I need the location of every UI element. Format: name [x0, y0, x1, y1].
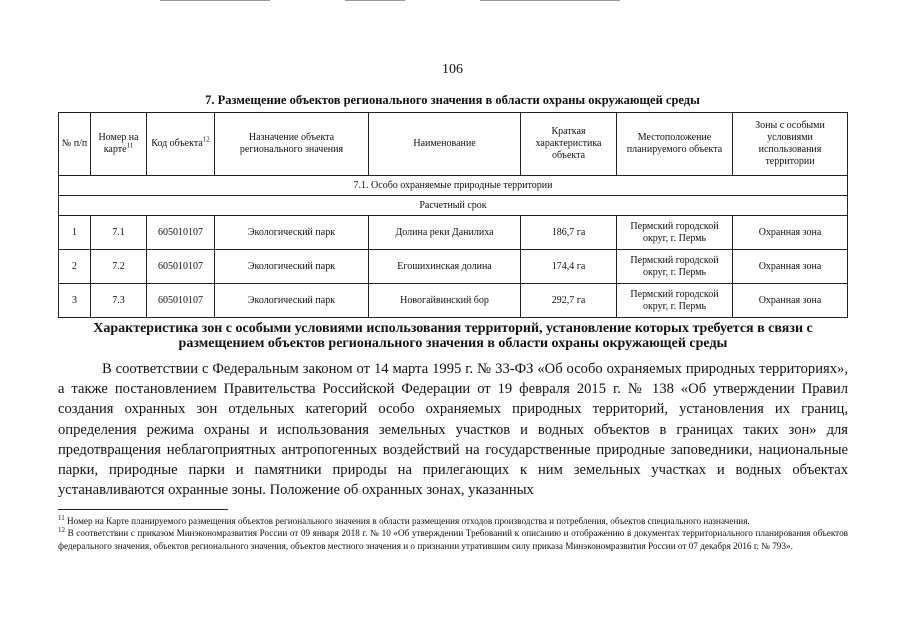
- cell-zones: Охранная зона: [733, 216, 848, 250]
- cell-characteristic: 186,7 га: [521, 216, 617, 250]
- footnote-text: В соответствии с приказом Минэкономразвития России от 09 января 2018 г. № 10 «Об утверждении Требований к описанию и отображению в документах территориального планирования объектов федерального значения, объектов регионального значения, объектов местного значения и о признании утратившим силу приказа Минэкономразвития России от 07 декабря 2016 г. № 793».: [58, 528, 849, 551]
- footnote-text: Номер на Карте планируемого размещения объектов регионального значения в области размещения отходов производства и потребления, объектов специального назначения.: [67, 516, 750, 526]
- top-rule-middle: [345, 0, 405, 1]
- cell-purpose: Экологический парк: [215, 284, 369, 318]
- header-map-num: [91, 113, 147, 176]
- cell-map-num: 7.2: [91, 250, 147, 284]
- zones-heading: Характеристика зон с особыми условиями использования территорий, установление которых требуется в связи с размещением объектов регионального значения в области охраны окружающей среды: [93, 321, 813, 351]
- cell-code: 605010107: [147, 216, 215, 250]
- header-name: Наименование: [369, 113, 521, 176]
- footnote-12: [58, 527, 848, 552]
- cell-name: Егошихинская долина: [369, 250, 521, 284]
- table-row: [59, 216, 848, 250]
- cell-characteristic: 292,7 га: [521, 284, 617, 318]
- footnote-ref-12: 12: [202, 135, 210, 144]
- body-paragraph: В соответствии с Федеральным законом от 14 марта 1995 г. № 33-ФЗ «Об особо охраняемых природных территориях», а также постановлением Правительства Российской Федерации от 19 февраля 2015 г. № 138 «Об утверждении Правил создания охранных зон отдельных категорий особо охраняемых природных территорий, установления их границ, определения режима охраны и использования земельных участков и водных объектов в границах таких зон» для предотвращения неблагоприятных антропогенных воздействий на государственные природные заповедники, национальные парки, природные парки и памятники природы на прилегающих к ним земельных участках и водных объектах устанавливаются охранные зоны. Положение об охранных зонах, указанных: [58, 361, 848, 499]
- cell-name: Новогайвинский бор: [369, 284, 521, 318]
- cell-map-num: 7.3: [91, 284, 147, 318]
- header-zones: Зоны с особыми условиями использования территории: [733, 113, 848, 176]
- cell-purpose: Экологический парк: [215, 216, 369, 250]
- footnote-separator: [58, 509, 228, 510]
- header-code-label: Код объекта: [151, 138, 203, 149]
- footnotes: [58, 515, 848, 552]
- term-row: [59, 196, 848, 216]
- table-row: [59, 250, 848, 284]
- footnote-11: [58, 515, 848, 527]
- header-map-num-label: Номер на карте: [98, 132, 139, 155]
- top-rule-right: [480, 0, 620, 1]
- cell-zones: Охранная зона: [733, 250, 848, 284]
- cell-location: Пермский городской округ, г. Пермь: [617, 250, 733, 284]
- cell-name: Долина реки Данилиха: [369, 216, 521, 250]
- table-row: [59, 284, 848, 318]
- footnote-mark: 11: [58, 513, 65, 522]
- header-num: № п/п: [59, 113, 91, 176]
- objects-table: [58, 112, 848, 318]
- cell-num: 3: [59, 284, 91, 318]
- table-header-row: [59, 113, 848, 176]
- cell-zones: Охранная зона: [733, 284, 848, 318]
- cell-map-num: 7.1: [91, 216, 147, 250]
- cell-num: 2: [59, 250, 91, 284]
- top-rule-left: [160, 0, 270, 1]
- footnote-ref-11: 11: [126, 141, 134, 150]
- cell-location: Пермский городской округ, г. Пермь: [617, 216, 733, 250]
- cell-num: 1: [59, 216, 91, 250]
- term-label: Расчетный срок: [59, 196, 848, 216]
- section-title: 7. Размещение объектов регионального значения в области охраны окружающей среды: [205, 93, 700, 107]
- footnote-mark: 12: [58, 526, 65, 535]
- header-characteristic: Краткая характеристика объекта: [521, 113, 617, 176]
- cell-location: Пермский городской округ, г. Пермь: [617, 284, 733, 318]
- cell-purpose: Экологический парк: [215, 250, 369, 284]
- header-purpose: Назначение объекта регионального значения: [215, 113, 369, 176]
- category-row: [59, 176, 848, 196]
- cell-code: 605010107: [147, 250, 215, 284]
- header-code: [147, 113, 215, 176]
- header-location: Местоположение планируемого объекта: [617, 113, 733, 176]
- cell-code: 605010107: [147, 284, 215, 318]
- category-label: 7.1. Особо охраняемые природные территории: [59, 176, 848, 196]
- cell-characteristic: 174,4 га: [521, 250, 617, 284]
- page-number: 106: [442, 62, 463, 77]
